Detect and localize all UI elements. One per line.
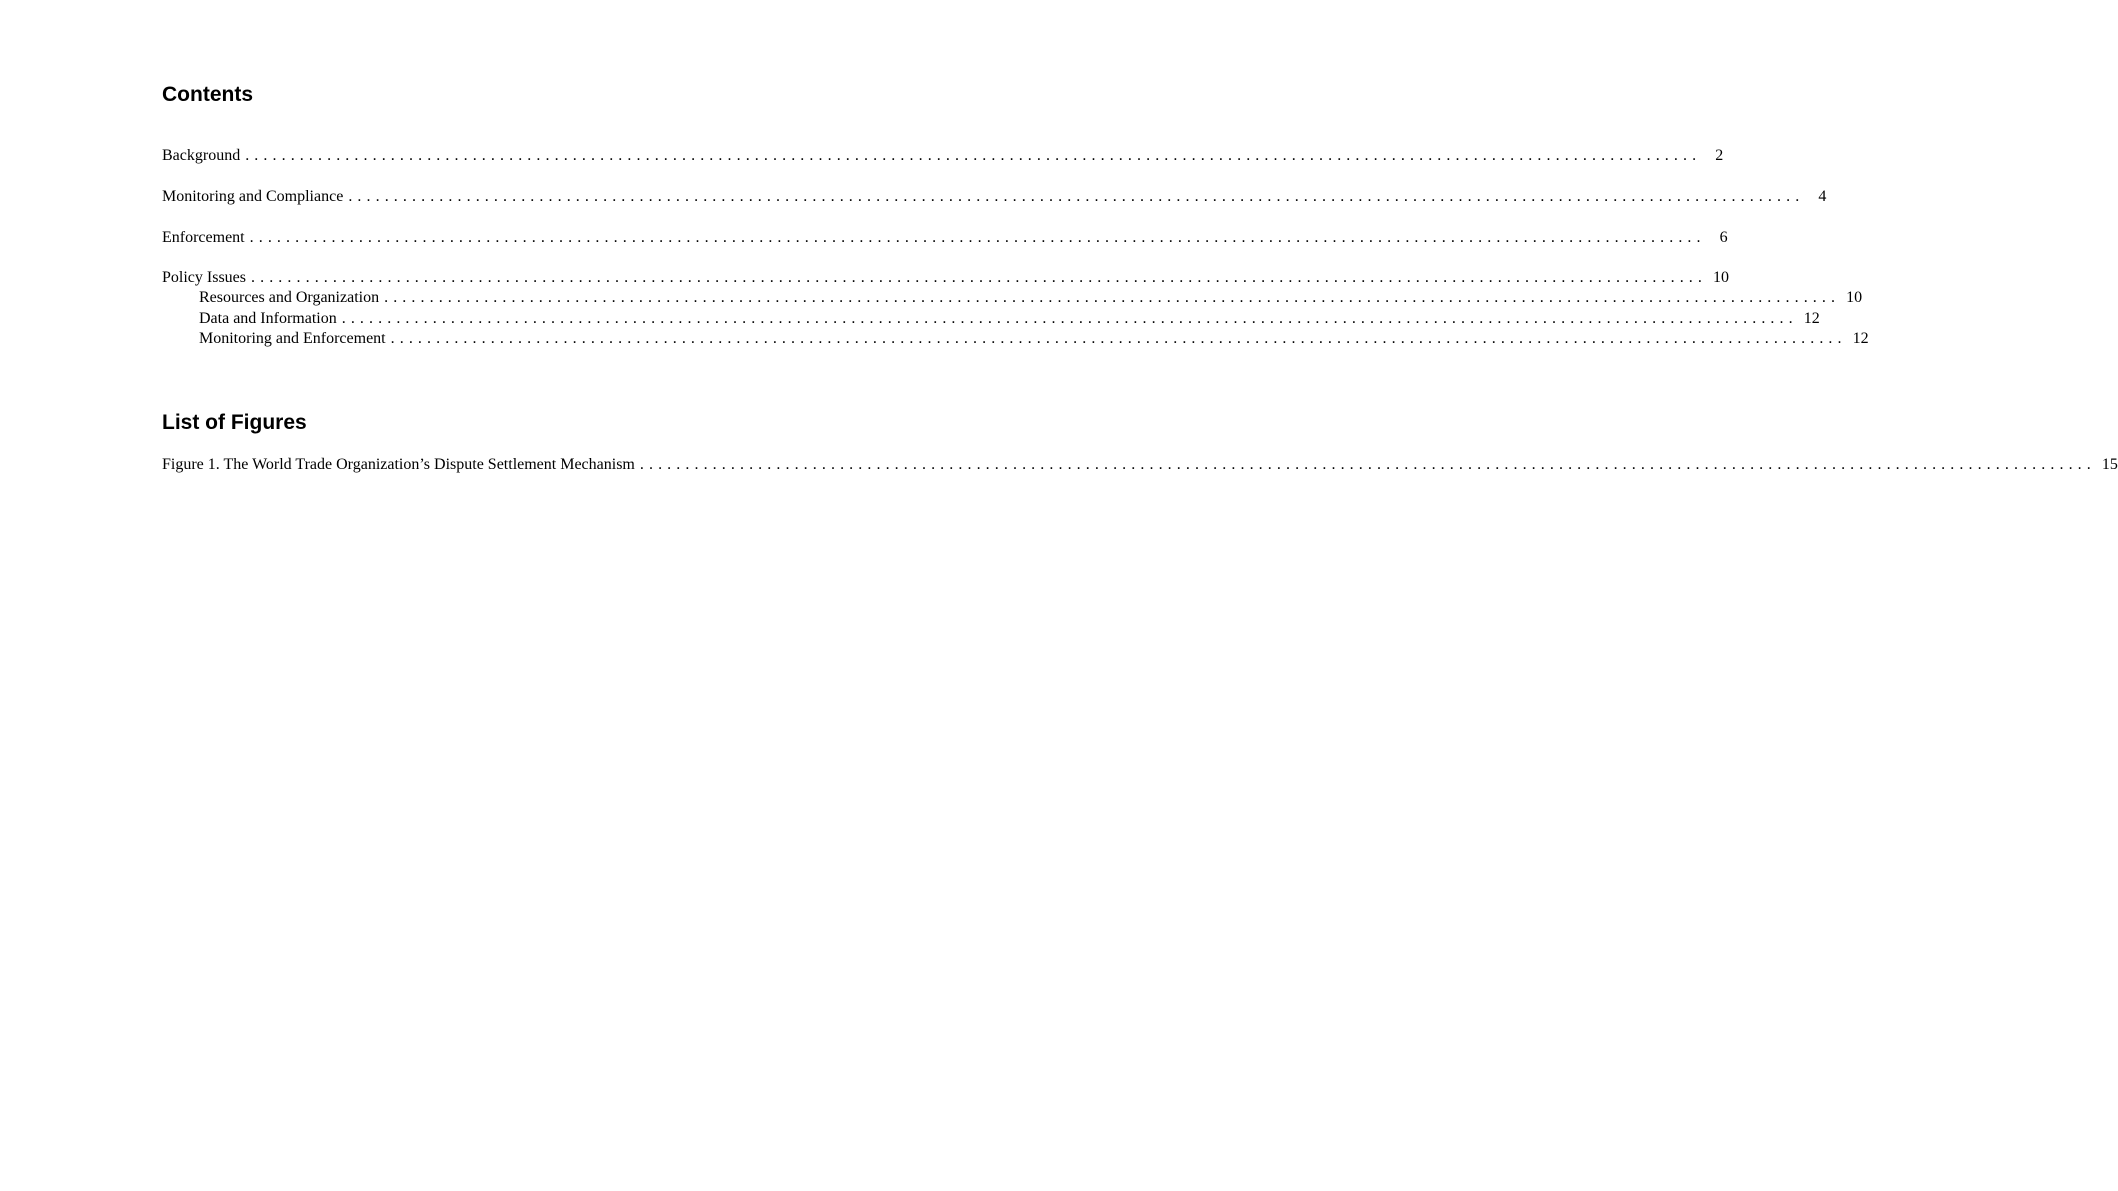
dot-leader: ................................................................................................................................................................ <box>341 310 1798 327</box>
toc-entry-label: Monitoring and Compliance <box>162 188 344 205</box>
toc-entry-policy-issues[interactable] <box>162 268 1729 288</box>
toc-entry-monitoring-and-enforcement[interactable] <box>199 329 1869 349</box>
dot-leader: ................................................................................................................................................................ <box>348 188 1805 205</box>
dot-leader: ................................................................................................................................................................ <box>390 330 1847 347</box>
figure-entry-label: Figure 1. The World Trade Organization’s Dispute Settlement Mechanism <box>162 456 635 473</box>
toc-entry-page: 10 <box>1713 269 1729 286</box>
toc-entry-page: 4 <box>1818 188 1827 205</box>
dot-leader: ................................................................................................................................................................ <box>384 289 1841 306</box>
toc-entry-monitoring-and-compliance[interactable] <box>162 187 1827 207</box>
toc-entry-page: 10 <box>1846 289 1863 306</box>
contents-heading: Contents <box>162 83 253 106</box>
toc-entry-background[interactable] <box>162 146 1724 166</box>
toc-entry-page: 2 <box>1715 147 1724 164</box>
toc-entry-label: Background <box>162 147 241 164</box>
toc-entry-page: 6 <box>1719 229 1728 246</box>
list-of-figures-heading: List of Figures <box>162 411 307 434</box>
toc-entry-label: Data and Information <box>199 310 337 327</box>
figure-entry-1[interactable] <box>162 455 2118 475</box>
toc-entry-enforcement[interactable] <box>162 228 1728 248</box>
toc-entry-label: Enforcement <box>162 229 245 246</box>
dot-leader: ................................................................................................................................................................ <box>249 229 1706 246</box>
toc-entry-label: Resources and Organization <box>199 289 380 306</box>
dot-leader: ................................................................................................................................................................ <box>639 456 2096 473</box>
toc-entry-data-and-information[interactable] <box>199 309 1820 329</box>
toc-entry-page: 12 <box>1803 310 1820 327</box>
figure-entry-page: 15 <box>2101 456 2118 473</box>
dot-leader: ................................................................................................................................................................ <box>251 269 1707 286</box>
toc-entry-label: Monitoring and Enforcement <box>199 330 386 347</box>
dot-leader: ................................................................................................................................................................ <box>245 147 1702 164</box>
toc-entry-page: 12 <box>1852 330 1869 347</box>
toc-entry-label: Policy Issues <box>162 269 246 286</box>
toc-entry-resources-and-organization[interactable] <box>199 288 1863 308</box>
